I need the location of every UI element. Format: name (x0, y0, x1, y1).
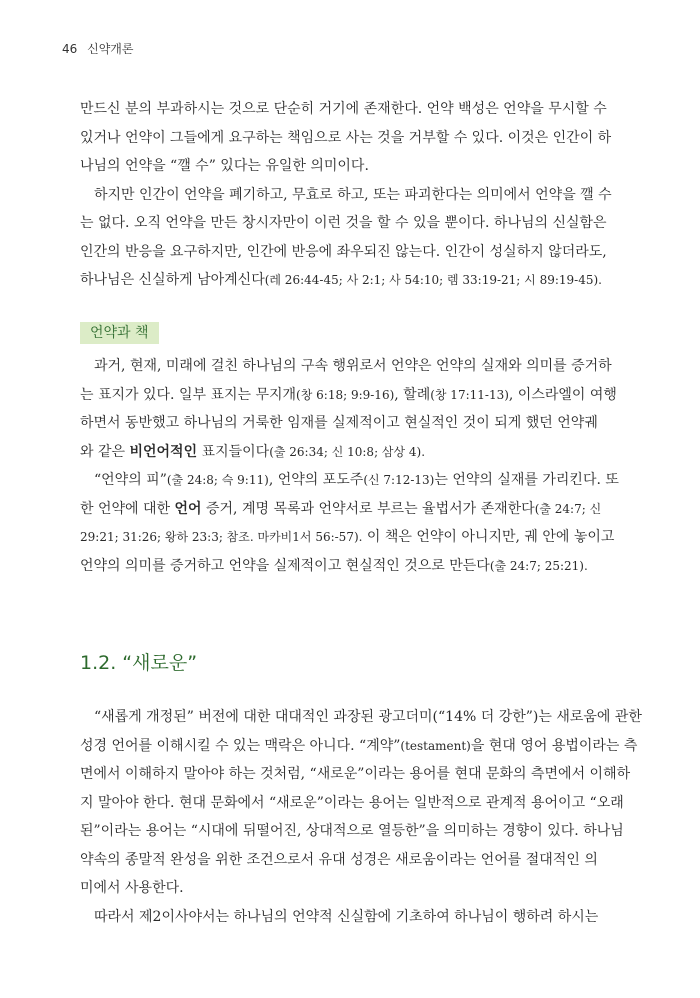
scripture-reference: 29:21; 31:26; 왕하 23:3; 참조. 마카비1서 56:-57). (80, 530, 363, 544)
section-label: 언약과 책 (80, 322, 159, 344)
text-run: , 할례 (394, 386, 431, 403)
scripture-reference: (출 24:7; 25:21). (489, 558, 588, 573)
text-line: 면에서 이해하지 말아야 하는 것처럼, “새로운”이라는 용어를 현대 문화의 측면에서 이해하 (80, 766, 631, 782)
text-line: 지 말아야 한다. 현대 문화에서 “새로운”이라는 용어는 일반적으로 관계적 용어이고 “오래 (80, 794, 624, 811)
scripture-reference: (창 17:11-13) (430, 387, 509, 402)
text-line: 나님의 언약을 “깰 수” 있다는 유일한 의미이다. (80, 158, 369, 174)
text-line: “새롭게 개정된” 버전에 대한 대대적인 과장된 광고더미(“14% 더 강한”)는 새로움에 관한 (94, 709, 642, 725)
text-line (80, 438, 605, 467)
paragraph-block-2 (80, 352, 619, 580)
text-line: 약속의 종말적 완성을 위한 조건으로서 유대 성경은 새로움이라는 언어를 절대적인 의 (80, 851, 598, 868)
book-title: 신약개론 (87, 42, 134, 56)
text-line (80, 523, 615, 552)
section-heading: 1.2. “새로운” (80, 652, 198, 674)
scripture-reference: (출 24:8; 슥 9:11) (166, 473, 269, 487)
text-run: 한 언약에 대한 (80, 500, 175, 517)
scripture-reference: (레 26:44-45; 사 2:1; 사 54:10; 렘 33:19-21; 시 89:19-45). (264, 273, 602, 287)
text-run: , 언약의 포도주 (268, 472, 364, 488)
text-line (80, 266, 605, 295)
text-line: 인간의 반응을 요구하지만, 인간에 반응에 좌우되진 않는다. 인간이 성실하지 않더라도, (80, 243, 607, 260)
text-line (80, 732, 638, 761)
text-run: “언약의 피” (94, 472, 167, 488)
text-run: 는 표지가 있다. 일부 표지는 무지개 (80, 386, 297, 403)
text-line: 는 없다. 오직 언약을 만든 창시자만이 이런 것을 할 수 있을 뿐이다. 하나님의 신실함은 (80, 215, 607, 231)
text-run: 표지들이다 (197, 443, 270, 460)
text-run: 하나님은 신실하게 남아계신다 (80, 272, 265, 288)
paragraph-block-1 (80, 95, 612, 295)
text-line (80, 381, 617, 410)
text-line (80, 466, 619, 495)
text-line (80, 495, 605, 524)
text-run: 언약의 의미를 증거하고 언약을 실제적이고 현실적인 것으로 만든다 (80, 557, 490, 574)
text-line: 따라서 제2이사야서는 하나님의 언약적 신실함에 기초하여 하나님이 행하려 하시는 (94, 908, 599, 925)
paragraph-block-3 (80, 703, 642, 931)
text-run: 이 책은 언약이 아니지만, 궤 안에 놓이고 (362, 529, 615, 545)
text-run: 와 같은 (80, 443, 130, 460)
text-line: 하면서 동반했고 하나님의 거룩한 임재를 실제적이고 현실적인 것이 되게 했던 언약궤 (80, 415, 598, 431)
text-line: 과거, 현재, 미래에 걸친 하나님의 구속 행위로서 언약은 언약의 실재와 의미를 증거하 (94, 358, 612, 374)
text-line (80, 552, 605, 581)
text-line: 미에서 사용한다. (80, 880, 184, 896)
scripture-reference: (출 24:7; 신 (534, 501, 602, 516)
text-line: 된”이라는 용어는 “시대에 뒤떨어진, 상대적으로 열등한”을 의미하는 경향이 있다. 하나님 (80, 823, 624, 839)
text-run: 는 언약의 실재를 가리킨다. 또 (434, 472, 619, 488)
text-line: 있거나 언약이 그들에게 요구하는 책임으로 사는 것을 거부할 수 있다. 이것은 인간이 하 (80, 129, 612, 146)
running-header (62, 40, 133, 57)
page-number: 46 (62, 42, 78, 56)
text-run: , 이스라엘이 여행 (508, 386, 617, 403)
text-run: 을 현대 영어 용법이라는 측 (470, 737, 638, 754)
bold-term: 언어 (174, 500, 202, 517)
scripture-reference: (출 26:34; 신 10:8; 삼상 4). (269, 444, 426, 459)
scripture-reference: (신 7:12-13) (363, 473, 435, 487)
text-line: 만드신 분의 부과하시는 것으로 단순히 거기에 존재한다. 언약 백성은 언약을 무시할 수 (80, 101, 607, 117)
text-run: 성경 언어를 이해시킬 수 있는 맥락은 아니다. “계약” (80, 737, 401, 754)
scripture-reference: (창 6:18; 9:9-16) (296, 387, 395, 402)
parenthetical-term: (testament) (400, 738, 471, 753)
text-run: 증거, 계명 목록과 언약서로 부르는 율법서가 존재한다 (201, 500, 535, 517)
text-line: 하지만 인간이 언약을 폐기하고, 무효로 하고, 또는 파괴한다는 의미에서 언약을 깰 수 (94, 186, 612, 203)
bold-term: 비언어적인 (129, 443, 198, 460)
